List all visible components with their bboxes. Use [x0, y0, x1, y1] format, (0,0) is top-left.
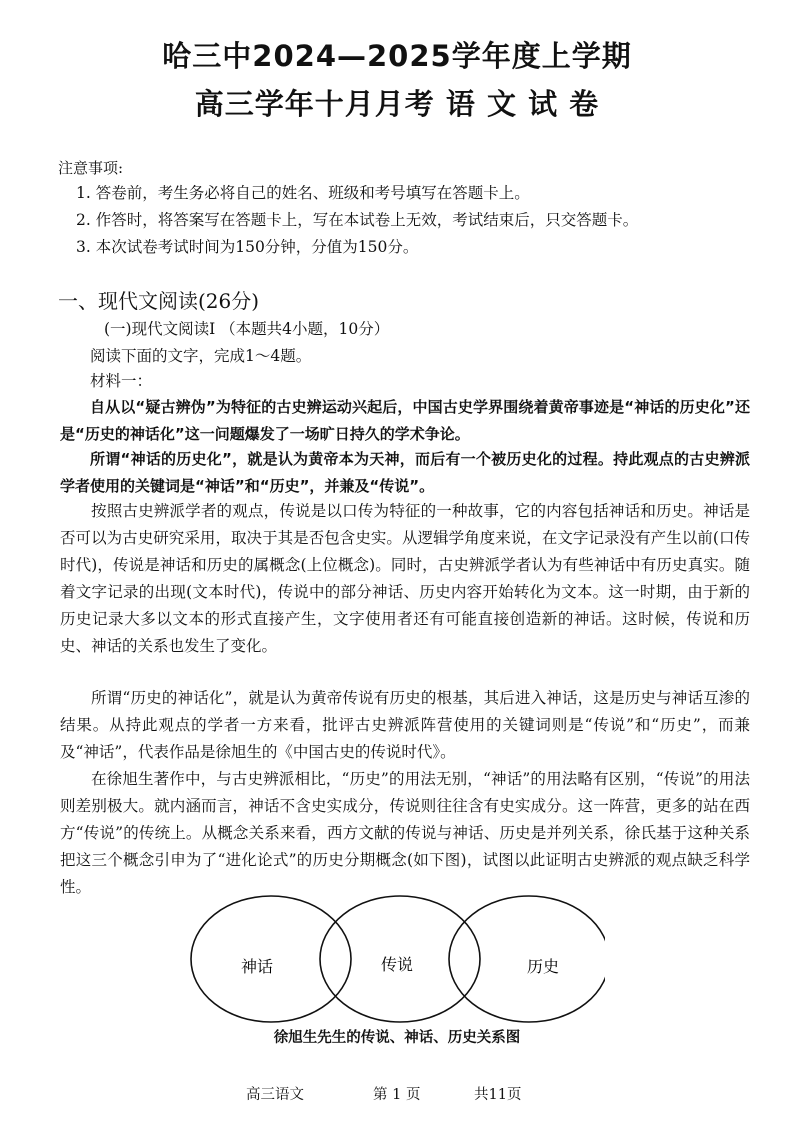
notice-item: 2. 作答时，将答案写在答题卡上，写在本试卷上无效，考试结束后，只交答题卡。 [76, 211, 639, 229]
label-legend: 传说 [380, 955, 414, 974]
paragraph-4: 所谓“历史的神话化”，就是认为黄帝传说有历史的根基，其后进入神话，这是历史与神话互渗的结果。从持此观点的学者一方来看，批评古史辨派阵营使用的关键词则是“传说”和“历史”，而兼及“神话”，代表作品是徐旭生的《中国古史的传说时代》。 [60, 689, 750, 761]
exam-title-line2: 高三学年十月月考 语 文 试 卷 [194, 87, 600, 121]
notice-item: 3. 本次试卷考试时间为150分钟，分值为150分。 [76, 238, 419, 256]
paragraph-1: 自从以“疑古辨伪”为特征的古史辨运动兴起后，中国古史学界围绕着黄帝事迹是“神话的历史化”还是“历史的神话化”这一问题爆发了一场旷日持久的学术争论。 [60, 398, 750, 443]
instruction-text: 阅读下面的文字，完成1～4题。 [90, 347, 312, 365]
footer-subject: 高三语文 [246, 1087, 304, 1103]
footer-page-number: 第 1 页 [373, 1087, 421, 1103]
material-label: 材料一： [90, 372, 153, 390]
footer-total-pages: 共11页 [474, 1087, 522, 1103]
exam-title-line1: 哈三中2024—2025学年度上学期 [162, 39, 632, 73]
section-subtitle: (一)现代文阅读Ⅰ （本题共4小题，10分） [104, 320, 390, 338]
venn-diagram [185, 893, 605, 1023]
notice-item: 1. 答卷前，考生务必将自己的姓名、班级和考号填写在答题卡上。 [76, 184, 530, 202]
paragraph-2: 所谓“神话的历史化”，就是认为黄帝本为天神，而后有一个被历史化的过程。持此观点的古史辨派学者使用的关键词是“神话”和“历史”，并兼及“传说”。 [60, 450, 750, 495]
section-title: 一、现代文阅读(26分) [58, 289, 260, 313]
paragraph-3: 按照古史辨派学者的观点，传说是以口传为特征的一种故事，它的内容包括神话和历史。神话是否可以为古史研究采用，取决于其是否包含史实。从逻辑学角度来说，在文字记录没有产生以前(口传时代)，传说是神话和历史的属概念(上位概念)。同时，古史辨派学者认为有些神话中有历史真实。随着文字记录的出现(文本时代)，传说中的部分神话、历史内容开始转化为文本。这一时期，由于新的历史记录大多以文本的形式直接产生，文字使用者还有可能直接创造新的神话。这时候，传说和历史、神话的关系也发生了变化。 [60, 502, 750, 655]
diagram-caption: 徐旭生先生的传说、神话、历史关系图 [273, 1030, 521, 1046]
notice-heading: 注意事项: [58, 159, 124, 177]
label-history: 历史 [526, 957, 560, 976]
label-myth: 神话 [240, 957, 274, 976]
paragraph-5: 在徐旭生著作中，与古史辨派相比，“历史”的用法无别，“神话”的用法略有区别，“传说”的用法则差别极大。就内涵而言，神话不含史实成分，传说则往往含有史实成分。这一阵营，更多的站在西方“传说”的传统上。从概念关系来看，西方文献的传说与神话、历史是并列关系，徐氏基于这种关系把这三个概念引申为了“进化论式”的历史分期概念(如下图)，试图以此证明古史辨派的观点缺乏科学性。 [60, 770, 750, 896]
